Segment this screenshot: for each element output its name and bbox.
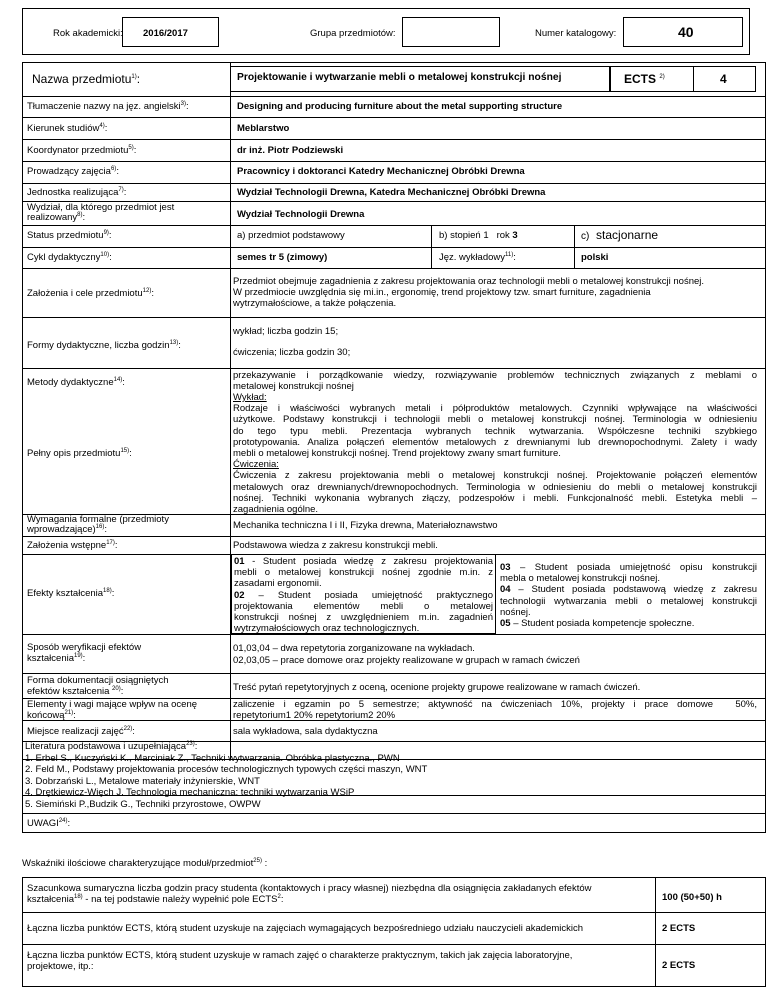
wskazniki-value-2: 2 ECTS [662,923,696,934]
jezyk-label: Jęz. wykładowy$^{11)}$: [439,251,516,263]
ects-value: 4 [720,72,727,86]
text-line: 05 – Student posiada kompetencje społeczne. [500,618,695,630]
row-line [22,368,766,369]
text-line: Łączna liczba punktów ECTS, którą student uzyskuje w ramach zajęć o charakterze praktycznym, takich jak zajęcia laboratoryjne, [27,950,573,961]
pelny-text [233,392,757,515]
wydzial-label-2: realizowany$^{8)}$: [27,211,86,223]
prowadzacy-value: Pracownicy i doktoranci Katedry Mechanicznej Obróbki Drewna [237,166,525,177]
literatura-item: 4. Drętkiewicz-Więch J. Technologia mechaniczna: techniki wytwarzania WSiP [25,787,355,799]
uwagi-box-right [765,796,766,833]
section-heading: Wykład: [233,392,267,403]
status-c: c) stacjonarne [581,228,659,242]
elementy-label-2: końcową$^{21)}$: [27,709,76,721]
row-line [22,317,766,318]
efekty-left-text [234,556,493,634]
text-line: przekazywanie i porządkowanie wiedzy, rozwiązywanie problemów technicznych związanych z meblami o [233,370,757,381]
literatura-section [25,741,755,811]
row-line [22,912,766,913]
text-line: wytrzymałościowych oraz technologicznych. [234,623,420,635]
row-line [22,117,766,118]
text-line: mebli o metalowej konstrukcji nośnej zgodnie m.in. z [234,567,493,579]
wskazniki-row-2: Łączna liczba punktów ECTS, którą student uzyskuje na zajęciach wymagających bezpośredniego udziału nauczycieli akademickich [27,923,584,934]
text-line: metalowej konstrukcji nośnej [233,381,354,393]
text-line: nośnej. [500,606,531,618]
literatura-heading: Literatura podstawowa i uzupełniająca$^{23)}$: [25,740,198,752]
row-line [22,813,766,814]
row-line [22,139,766,140]
text-line: repetytorium1 20% repetytorium2 20% [233,710,396,722]
efekty-right-text [500,562,757,629]
miejsce-value: sala wykładowa, sala dydaktyczna [233,726,378,737]
numer-label: Numer katalogowy: [535,28,617,39]
text-line: projektowania elementów mebli o metalowej [234,600,493,612]
sposob-line-1: 01,03,04 – dwa repetytoria zorganizowane na wykładach. [233,643,475,654]
text-line: mebli o metalowej konstrukcji nośnej. Trend projektowy zwany smart furniture. [233,448,561,460]
wskazniki-heading: Wskaźniki ilościowe charakteryzujące moduł/przedmiot$^{25)}$ : [22,857,268,869]
metody-text [233,370,757,392]
title-value: Projektowanie i wytwarzanie mebli o metalowej konstrukcji nośnej [237,72,562,83]
status-divider [431,225,432,269]
text-line: zagadnienia ogólne. [233,504,319,516]
ects-divider [693,66,694,92]
zalozenia-text [233,276,757,310]
section-heading: Ćwiczenia: [233,459,279,471]
kierunek-label: Kierunek studiów$^{4)}$: [27,122,108,134]
formy-label: Formy dydaktyczne, liczba godzin$^{13)}$: [27,339,181,351]
cykl-value: semes tr 5 (zimowy) [237,252,328,263]
row-line [22,944,766,945]
row-line [22,247,766,248]
wskazniki-value-3: 2 ECTS [662,960,696,971]
text-line: do tego typu mebli. Prezentacja wybranych technik wytwarzania. Współczesne techniki szybkiego [233,425,757,437]
wymagania-label-1: Wymagania formalne (przedmioty [27,514,169,525]
zalozenia-wstepne-value: Podstawowa wiedza z zakresu konstrukcji mebli. [233,540,438,551]
row-line [22,96,766,97]
text-line: metalowych oraz drewnianych/drewnopochodnych. Terminologia w odniesieniu do mebli o metalowej konstrukcji [233,481,757,493]
formy-line-1: wykład; liczba godzin 15; [233,326,339,337]
rok-label: Rok akademicki: [53,28,123,39]
wskazniki-row-1 [27,883,651,905]
wskazniki-divider [655,877,656,987]
percent-text: 50%, [735,699,757,710]
rok-value: 2016/2017 [143,28,188,39]
jednostka-value: Wydział Technologii Drewna, Katedra Mechanicznej Obróbki Drewna [237,187,546,198]
literatura-item: 1. Erbel S., Kuczyński K., Marciniak Z., Techniki wytwarzania. Obróbka plastyczna., PWN [25,752,400,764]
column-divider [230,62,231,759]
sposob-label-1: Sposób weryfikacji efektów [27,642,142,653]
grupa-value-box [402,17,500,47]
text-line: konstrukcji nośnej z uwzględnieniem m.in. zagadnień [234,612,493,624]
status-label: Status przedmiotu$^{9)}$: [27,229,112,241]
row-line [22,673,766,674]
wydzial-label-1: Wydział, dla którego przedmiot jest [27,202,175,213]
row-line [22,225,766,226]
text-line: Przedmiot obejmuje zagadnienia z zakresu projektowania oraz technologii mebli o metalowej konstrukcji nośnej. [233,276,705,287]
ects-label: ECTS $^{2)}$ [624,72,665,86]
text-line: kształcenia$^{18)}$ - na tej podstawie należy wypełnić pole ECTS$^2$: [27,894,284,906]
miejsce-label: Miejsce realizacji zajęć$^{22)}$: [27,725,135,737]
prowadzacy-label: Prowadzący zajęcia$^{6)}$: [27,165,119,177]
text-line: W przedmiocie uwzględnia się mi.in., ergonomię, trend projektowy tzw. smart furniture, zagadnienia [233,287,651,299]
uwagi-box-bottom [22,832,766,833]
status-b: b) stopień 1 rok 3 [439,230,518,241]
literatura-item: 5. Siemiński P.,Budzik G., Techniki przyrostowe, OWPW [25,798,261,810]
forma-label-2: efektów kształcenia $^{20)}$: [27,685,124,697]
literatura-item: 3. Dobrzański L., Metalowe materiały inżynierskie, WNT [25,775,260,787]
uwagi-label: UWAGI$^{24)}$: [27,817,71,829]
sposob-line-2: 02,03,05 – prace domowe oraz projekty realizowane w grupach w ramach ćwiczeń [233,655,580,666]
forma-value: Treść pytań repetytoryjnych z oceną, ocenione projekty grupowe realizowane w ramach ćwiczeń. [233,682,641,693]
tlumaczenie-label: Tłumaczenie nazwy na jęz. angielski$^{3)}$: [27,100,189,112]
forma-label-1: Forma dokumentacji osiągniętych [27,675,169,686]
text-line: 01 - Student posiada wiedzę z zakresu projektowania [234,556,493,567]
grupa-label: Grupa przedmiotów: [310,28,396,39]
koordynator-label: Koordynator przedmiotu$^{5)}$: [27,144,137,156]
text-line: użytkowe. Podstawy konstrukcji i technologii mebli o metalowej konstrukcji nośnej. Terminologia w odniesieniu [233,414,757,426]
elementy-label-1: Elementy i wagi mające wpływ na ocenę [27,699,198,710]
kierunek-value: Meblarstwo [237,123,290,134]
text-line: technologii wytwarzania mebli o metalowej konstrukcji [500,595,757,607]
text-line: mebla o metalowej konstrukcji nośnej. [500,573,660,585]
jezyk-value: polski [581,252,609,263]
text-line: 02 – Student posiada umiejętność praktycznego [234,589,493,601]
status-divider [574,225,575,269]
numer-value: 40 [678,24,694,40]
wskazniki-row-3 [27,950,651,972]
text-line: zasadami ergonomii. [234,578,322,590]
row-line [22,161,766,162]
metody-label: Metody dydaktyczne$^{14)}$: [27,376,125,388]
wymagania-label-2: wprowadzające)$^{16)}$: [27,523,107,535]
elementy-text [233,699,757,721]
row-line [22,183,766,184]
zalozenia-label: Założenia i cele przedmiotu$^{12)}$: [27,287,154,299]
uwagi-box-left [22,796,23,833]
sposob-label-2: kształcenia$^{19)}$: [27,652,86,664]
text-line: Rodzaje i właściwości wybranych metali i półproduktów metalowych. Czynniki wpływające na właściwości [233,403,757,415]
cykl-label: Cykl dydaktyczny$^{10)}$: [27,251,112,263]
literatura-item: 2. Feld M., Podstawy projektowania procesów technologicznych typowych części maszyn, WNT [25,764,428,776]
formy-line-2: ćwiczenia; liczba godzin 30; [233,347,351,358]
text-line: prototypowania. Analiza połączeń elementów metalowych z drewnianymi lub drewnopochodnymi. Zalety i wady [233,436,757,448]
koordynator-value: dr inż. Piotr Podziewski [237,145,344,156]
row-line [22,268,766,269]
efekty-label: Efekty kształcenia$^{18)}$: [27,587,115,599]
wydzial-value: Wydział Technologii Drewna [237,209,365,220]
text-line: 03 – Student posiada umiejętność opisu konstrukcji [500,562,757,573]
row-line [22,536,766,537]
status-a: a) przedmiot podstawowy [237,230,345,241]
text-line: 04 – Student posiada podstawową wiedzę z zakresu [500,584,757,596]
text-line: zaliczenie i egzamin po 5 semestrze; aktywność na ćwiczeniach 10%, projekty i prace domowe [233,699,713,710]
jednostka-label: Jednostka realizująca$^{7)}$: [27,186,127,198]
tlumaczenie-value: Designing and producing furniture about the metal supporting structure [237,101,563,112]
wymagania-value: Mechanika techniczna I i II, Fizyka drewna, Materiałoznawstwo [233,520,498,531]
text-line: nośnej. Techniki wykonania wybranych złączy, podzespołów i mebli. Funkcjonalność mebli. Estetyka mebli – [233,492,757,504]
text-line: projektowe, itp.: [27,961,94,973]
text-line: wytrzymałościowe, a także połączenia. [233,298,397,310]
wskazniki-value-1: 100 (50+50) h [662,892,722,903]
zalozenia-wstepne-label: Założenia wstępne$^{17)}$: [27,539,118,551]
text-line: Szacunkowa sumaryczna liczba godzin pracy studenta (kontaktowych i pracy własnej) niezbędna dla osiągnięcia zakładanych efektów [27,883,592,894]
text-line: Ćwiczenia z zakresu projektowania mebli o metalowej konstrukcji nośnej. Projektowanie połączeń elementów [233,470,757,482]
title-label: Nazwa przedmiotu$^{1)}$: [32,72,141,86]
pelny-label: Pełny opis przedmiotu$^{15)}$: [27,447,132,459]
